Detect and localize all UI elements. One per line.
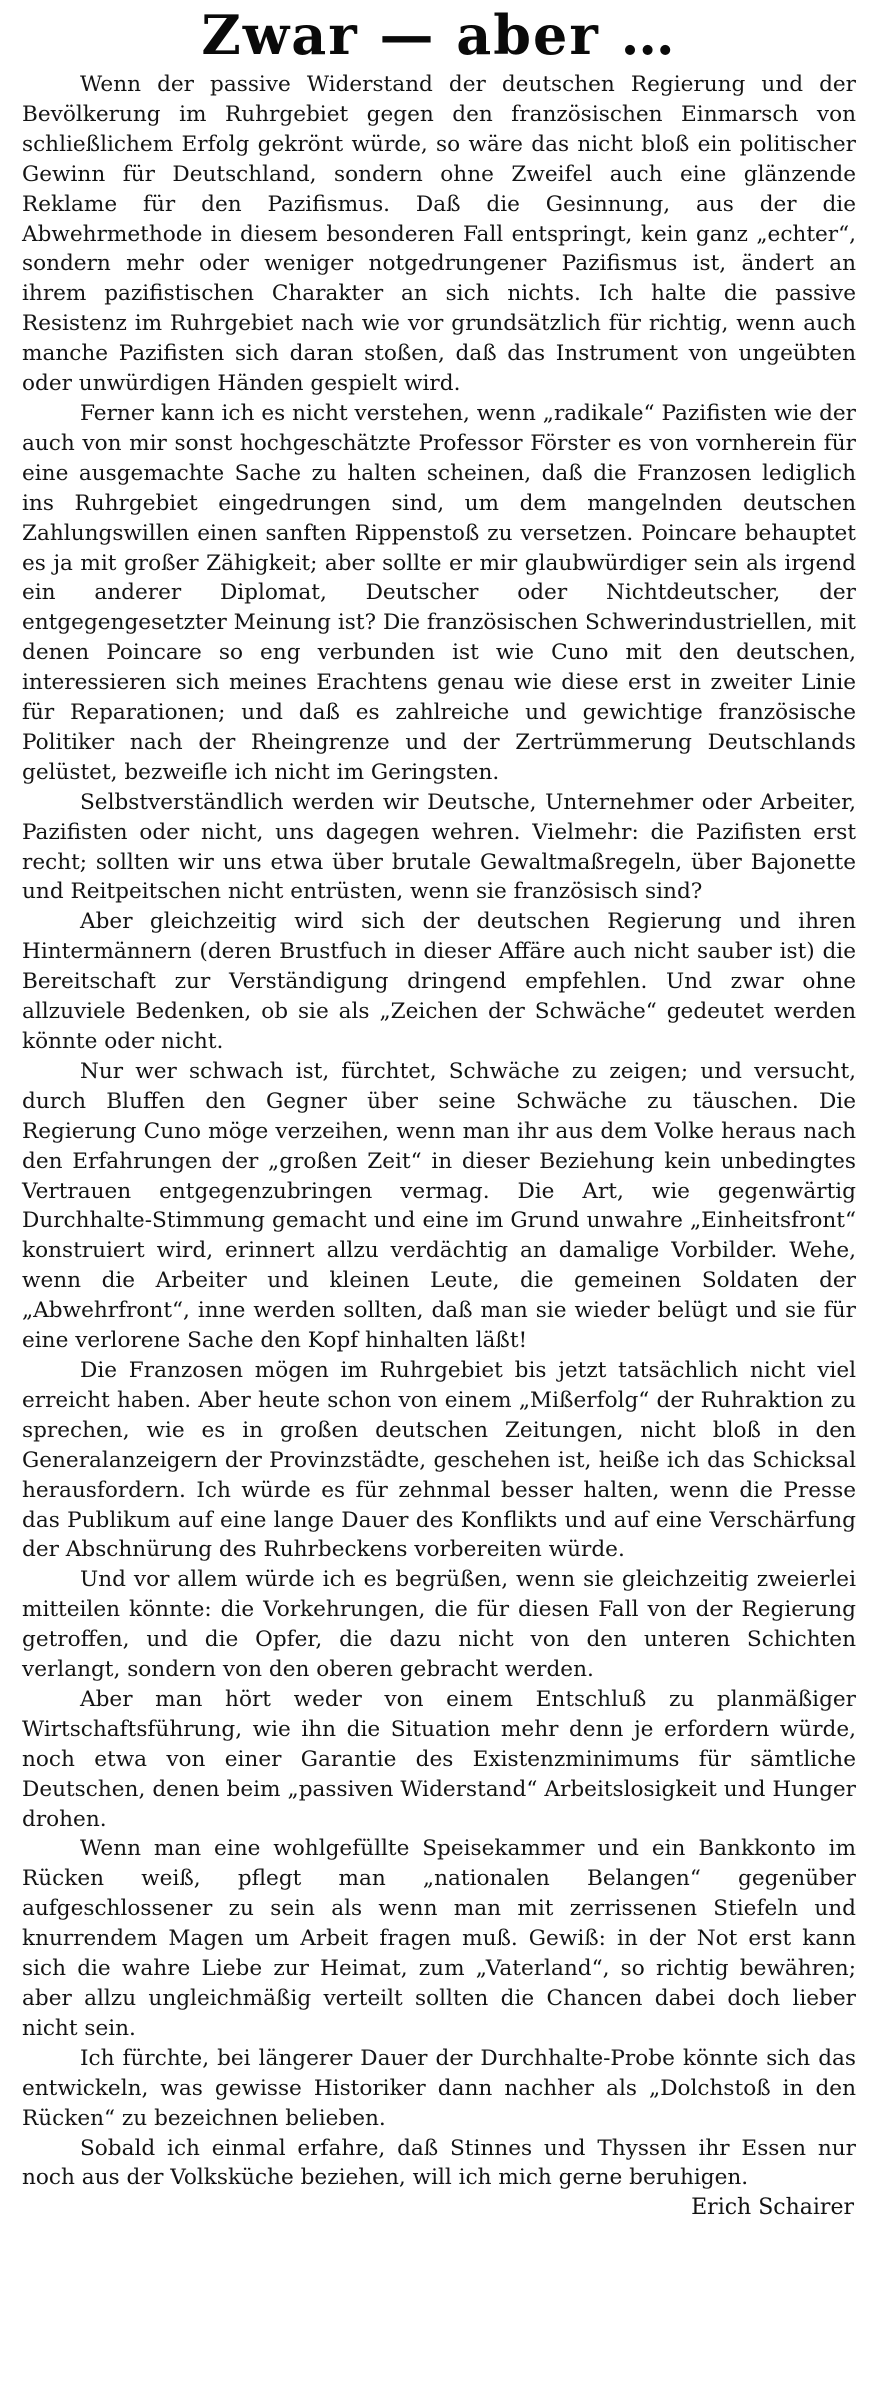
article-paragraph: Aber gleichzeitig wird sich der deutschen Regierung und ihren Hintermännern (deren Brustfuch in dieser Affäre auch nicht sauber ist) die Bereitschaft zur Verständigung dringend empfehlen. Und zwar ohne allzuviele Bedenken, ob sie als „Zeichen der Schwäche“ gedeutet werden könnte oder nicht. xyxy=(22,909,856,1054)
article-paragraph: Ich fürchte, bei längerer Dauer der Durchhalte-Probe könnte sich das entwickeln, was gewisse Historiker dann nachher als „Dolchstoß in den Rücken“ zu bezeichnen belieben. xyxy=(22,2045,856,2131)
article-paragraph: Die Franzosen mögen im Ruhrgebiet bis jetzt tatsächlich nicht viel erreicht haben. Aber heute schon von einem „Mißerfolg“ der Ruhraktion zu sprechen, wie es in großen deutschen Zeitungen, nicht bloß in den Generalanzeigern der Provinzstädte, geschehen ist, heiße ich das Schicksal herausfordern. Ich würde es für zehnmal besser halten, wenn die Presse das Publikum auf eine lange Dauer des Konflikts und auf eine Verschärfung der Abschnürung des Ruhrbeckens vorbereiten würde. xyxy=(22,1357,856,1563)
author-signature: Erich Schairer xyxy=(691,2195,854,2221)
article-paragraph: Nur wer schwach ist, fürchtet, Schwäche zu zeigen; und versucht, durch Bluffen den Gegner über seine Schwäche zu täuschen. Die Regierung Cuno möge verzeihen, wenn man ihr aus dem Volke heraus nach den Erfahrungen der „großen Zeit“ in dieser Beziehung kein unbedingtes Vertrauen entgegenzubringen vermag. Die Art, wie gegenwärtig Durchhalte-Stimmung gemacht und eine im Grund unwahre „Einheitsfront“ konstruiert wird, erinnert allzu verdächtig an damalige Vorbilder. Wehe, wenn die Arbeiter und kleinen Leute, die gemeinen Soldaten der „Abwehrfront“, inne werden sollten, daß man sie wieder belügt und sie für eine verlorene Sache den Kopf hinhalten läßt! xyxy=(22,1058,856,1354)
article-paragraph: Sobald ich einmal erfahre, daß Stinnes und Thyssen ihr Essen nur noch aus der Volksküche beziehen, will ich mich gerne beruhigen. xyxy=(22,2135,856,2191)
article-paragraph: Und vor allem würde ich es begrüßen, wenn sie gleichzeitig zweierlei mitteilen könnte: die Vorkehrungen, die für diesen Fall von der Regierung getroffen, und die Opfer, die dazu nicht von den unteren Schichten verlangt, sondern von den oberen gebracht werden. xyxy=(22,1567,856,1683)
article-paragraph: Wenn man eine wohlgefüllte Speisekammer und ein Bankkonto im Rücken weiß, pflegt man „nationalen Belangen“ gegenüber aufgeschlossener zu sein als wenn man mit zerrissenen Stiefeln und knurrendem Magen um Arbeit fragen muß. Gewiß: in der Not erst kann sich die wahre Liebe zur Heimat, zum „Vaterland“, so richtig bewähren; aber allzu ungleichmäßig verteilt sollten die Chancen dabei doch lieber nicht sein. xyxy=(22,1836,856,2041)
article-body xyxy=(22,70,856,2193)
article-paragraph: Selbstverständlich werden wir Deutsche, Unternehmer oder Arbeiter, Pazifisten oder nicht, uns dagegen wehren. Vielmehr: die Pazifisten erst recht; sollten wir uns etwa über brutale Gewaltmaßregeln, über Bajonette und Reitpeitschen nicht entrüsten, wenn sie französisch sind? xyxy=(22,789,856,905)
article-paragraph: Wenn der passive Widerstand der deutschen Regierung und der Bevölkerung im Ruhrgebiet gegen den französischen Einmarsch von schließlichem Erfolg gekrönt würde, so wäre das nicht bloß ein politischer Gewinn für Deutschland, sondern ohne Zweifel auch eine glänzende Reklame für den Pazifismus. Daß die Gesinnung, aus der die Abwehrmethode in diesem besonderen Fall entspringt, kein ganz „echter“, sondern mehr oder weniger notgedrungener Pazifismus ist, ändert an ihrem pazifistischen Charakter an sich nichts. Ich halte die passive Resistenz im Ruhrgebiet nach wie vor grundsätzlich für richtig, wenn auch manche Pazifisten sich daran stoßen, daß das Instrument von ungeübten oder unwürdigen Händen gespielt wird. xyxy=(22,72,856,397)
article-paragraph: Aber man hört weder von einem Entschluß zu planmäßiger Wirtschaftsführung, wie ihn die Situation mehr denn je erfordern würde, noch etwa von einer Garantie des Existenzminimums für sämtliche Deutschen, denen beim „passiven Widerstand“ Arbeitslosigkeit und Hunger drohen. xyxy=(22,1686,856,1832)
article-paragraph: Ferner kann ich es nicht verstehen, wenn „radikale“ Pazifisten wie der auch von mir sonst hochgeschätzte Professor Förster es von vornherein für eine ausgemachte Sache zu halten scheinen, daß die Franzosen lediglich ins Ruhrgebiet eingedrungen sind, um dem mangelnden deutschen Zahlungswillen einen sanften Rippenstoß zu versetzen. Poincare behauptet es ja mit großer Zähigkeit; aber sollte er mir glaubwürdiger sein als irgend ein anderer Diplomat, Deutscher oder Nichtdeutscher, der entgegengesetzter Meinung ist? Die französischen Schwerindustriellen, mit denen Poincare so eng verbunden ist wie Cuno mit den deutschen, interessieren sich meines Erachtens genau wie diese erst in zweiter Linie für Reparationen; und daß es zahlreiche und gewichtige französische Politiker nach der Rheingrenze und der Zertrümmerung Deutschlands gelüstet, bezweifle ich nicht im Geringsten. xyxy=(22,400,856,785)
article-headline: Zwar — aber … xyxy=(201,3,677,67)
article-column xyxy=(22,3,856,2223)
